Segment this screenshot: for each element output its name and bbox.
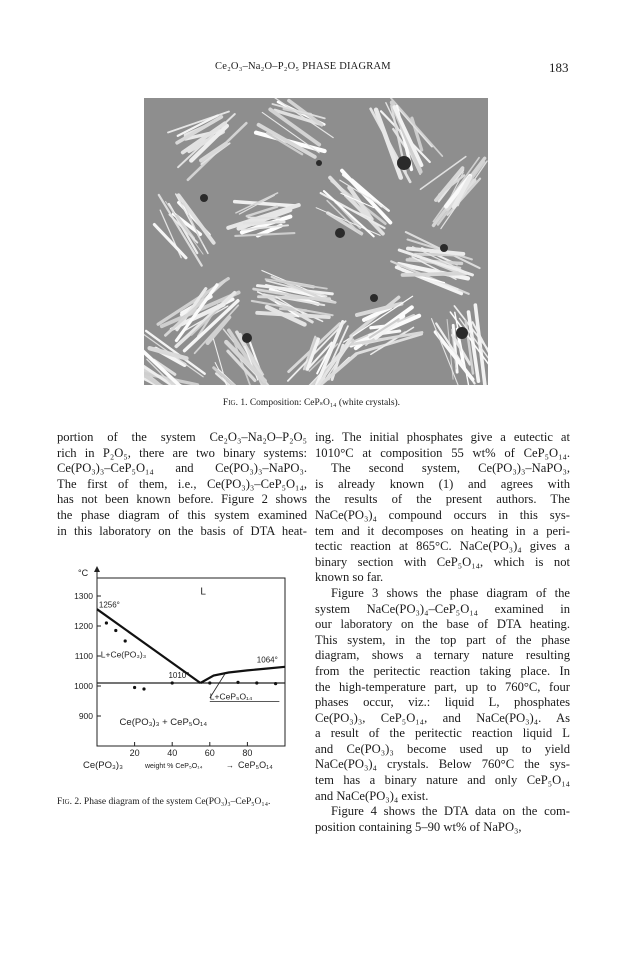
figure1-caption-text: Composition: CePₛO₁₄ (white crystals). xyxy=(249,398,401,408)
dark-inclusion xyxy=(316,160,322,166)
data-point xyxy=(255,681,258,684)
dark-inclusion xyxy=(397,156,411,170)
text-line: binary section with CeP₅O₁₄, which is not xyxy=(315,554,570,569)
y-arrow-head xyxy=(94,566,100,572)
figure1-caption xyxy=(0,397,623,408)
text-line: the high-temperature part, up to 760°C, four xyxy=(315,679,570,694)
text-line: a result of the peritectic reaction liquid L xyxy=(315,726,570,741)
x-tick-label: 20 xyxy=(129,748,140,758)
data-point xyxy=(171,681,174,684)
text-line: and NaCe(PO₃)₄ exist. xyxy=(315,788,429,803)
text-line: diagram, shows a ternary nature resulting xyxy=(315,648,570,663)
liquidus-curve xyxy=(200,667,285,683)
text-line: position containing 5–90 wt% of NaPO₃, xyxy=(315,819,522,834)
figure2-caption xyxy=(57,796,307,809)
figure2-caption-text: Phase diagram of the system Ce(PO₃)₃–CeP₅O₁₄. xyxy=(83,797,271,807)
figure1-micrograph xyxy=(144,98,488,385)
text-line: NaCe(PO₃)₄ compound occurs in this sys- xyxy=(315,507,570,522)
crystal-needle xyxy=(403,273,466,275)
text-line: the results of the present authors. The xyxy=(315,492,570,507)
text-line: and Ce(PO₃)₃ become used up to yield xyxy=(315,741,570,756)
y-tick-label: 900 xyxy=(78,711,93,721)
data-point xyxy=(133,686,136,689)
text-line: the phase diagram of this system examined xyxy=(57,507,307,522)
text-line: This system, in the top part of the phase xyxy=(315,632,570,647)
annotation-melt-right: 1064° xyxy=(256,655,278,665)
x-label-arrow: → xyxy=(226,761,234,770)
text-line: phases occur, viz.: liquid L, phosphates xyxy=(315,695,570,710)
text-line: our laboratory on the base of DTA heating. xyxy=(315,617,570,632)
text-line: tem and it decomposes on heating in a peri- xyxy=(315,523,570,538)
data-point xyxy=(142,687,145,690)
dark-inclusion xyxy=(456,327,468,339)
right-column-text xyxy=(315,430,570,835)
running-title: Ce₂O₃–Na₂O–P₂O₅ PHASE DIAGRAM xyxy=(215,61,391,72)
figure2-label: Fig. 2. xyxy=(57,797,82,807)
text-line: 1010°C at composition 55 wt% of CeP₅O₁₄. xyxy=(315,445,570,460)
x-label-left: Ce(PO₃)₃ xyxy=(83,760,123,771)
x-label-mid: weight % CeP₅O₁₄ xyxy=(145,763,203,770)
page-number: 183 xyxy=(549,60,569,75)
annotation-solid: Ce(PO₃)₃ + CeP₅O₁₄ xyxy=(119,717,208,728)
data-point xyxy=(236,681,239,684)
text-line: Figure 3 shows the phase diagram of the xyxy=(331,585,570,600)
dark-inclusion xyxy=(200,194,208,202)
text-line: rich in P₂O₅, there are two binary systems: xyxy=(57,445,307,460)
data-point xyxy=(114,629,117,632)
figure2-chart xyxy=(57,566,307,786)
text-line: Ce(PO₃)₃–CeP₅O₁₄ and Ce(PO₃)₃–NaPO₃. xyxy=(57,461,307,476)
figure1-label: Fig. 1. xyxy=(222,398,248,408)
y-tick-label: 1000 xyxy=(74,681,93,691)
annotation-melt-left: 1256° xyxy=(98,600,120,610)
text-line: tectic reaction at 865°C. NaCe(PO₃)₄ gives a xyxy=(315,539,570,554)
running-head xyxy=(0,61,623,81)
dark-inclusion xyxy=(335,228,345,238)
data-point xyxy=(208,681,211,684)
y-tick-label: 1200 xyxy=(74,621,93,631)
y-tick-label: 1100 xyxy=(74,651,93,661)
text-line: The first of them, i.e., Ce(PO₃)₃–CeP₅O₁₄, xyxy=(57,476,307,491)
text-line: in this laboratory on the basis of DTA heat- xyxy=(57,523,307,538)
text-line: is already known (1) and agrees with xyxy=(315,476,570,491)
x-tick-label: 40 xyxy=(167,748,178,758)
left-column-text xyxy=(57,430,307,539)
text-line: tem has a binary nature and only CeP₅O₁₄ xyxy=(315,773,570,788)
crystal-needle xyxy=(248,218,279,219)
x-label-right: CeP₅O₁₄ xyxy=(238,760,273,770)
x-tick-label: 80 xyxy=(242,748,253,758)
y-tick-label: 1300 xyxy=(74,591,93,601)
text-line: NaCe(PO₃)₄ crystals. Below 760°C the sys- xyxy=(315,757,570,772)
data-point xyxy=(274,682,277,685)
annotation-eutectic: 1010° xyxy=(168,671,190,681)
crystal-needle xyxy=(244,222,284,223)
annotation-l-plus-left: L+Ce(PO₃)₃ xyxy=(100,649,147,660)
text-line: known so far. xyxy=(315,570,384,585)
dark-inclusion xyxy=(440,244,448,252)
dark-inclusion xyxy=(370,294,378,302)
text-line: has not been known before. Figure 2 shows xyxy=(57,492,307,507)
dark-inclusion xyxy=(242,333,252,343)
text-line: Figure 4 shows the DTA data on the com- xyxy=(331,804,570,819)
data-point xyxy=(105,621,108,624)
text-line: from the peritectic reaction taking place. In xyxy=(315,663,570,678)
text-line: system NaCe(PO₃)₄–CeP₅O₁₄ examined in xyxy=(315,601,570,616)
y-axis-label: °C xyxy=(78,568,89,578)
text-line: portion of the system Ce₂O₃–Na₂O–P₂O₅ xyxy=(57,430,307,444)
data-point xyxy=(124,639,127,642)
text-line: ing. The initial phosphates give a eutectic at xyxy=(315,430,570,444)
x-tick-label: 60 xyxy=(204,748,215,758)
text-line: The second system, Ce(PO₃)₃–NaPO₃, xyxy=(331,461,570,476)
annotation-liquid: L xyxy=(200,586,206,598)
annotation-l-plus-right: L+CeP₅O₁₄ xyxy=(209,691,253,702)
text-line: Ce(PO₃)₃, CeP₅O₁₄, and NaCe(PO₃)₄. As xyxy=(315,710,570,725)
